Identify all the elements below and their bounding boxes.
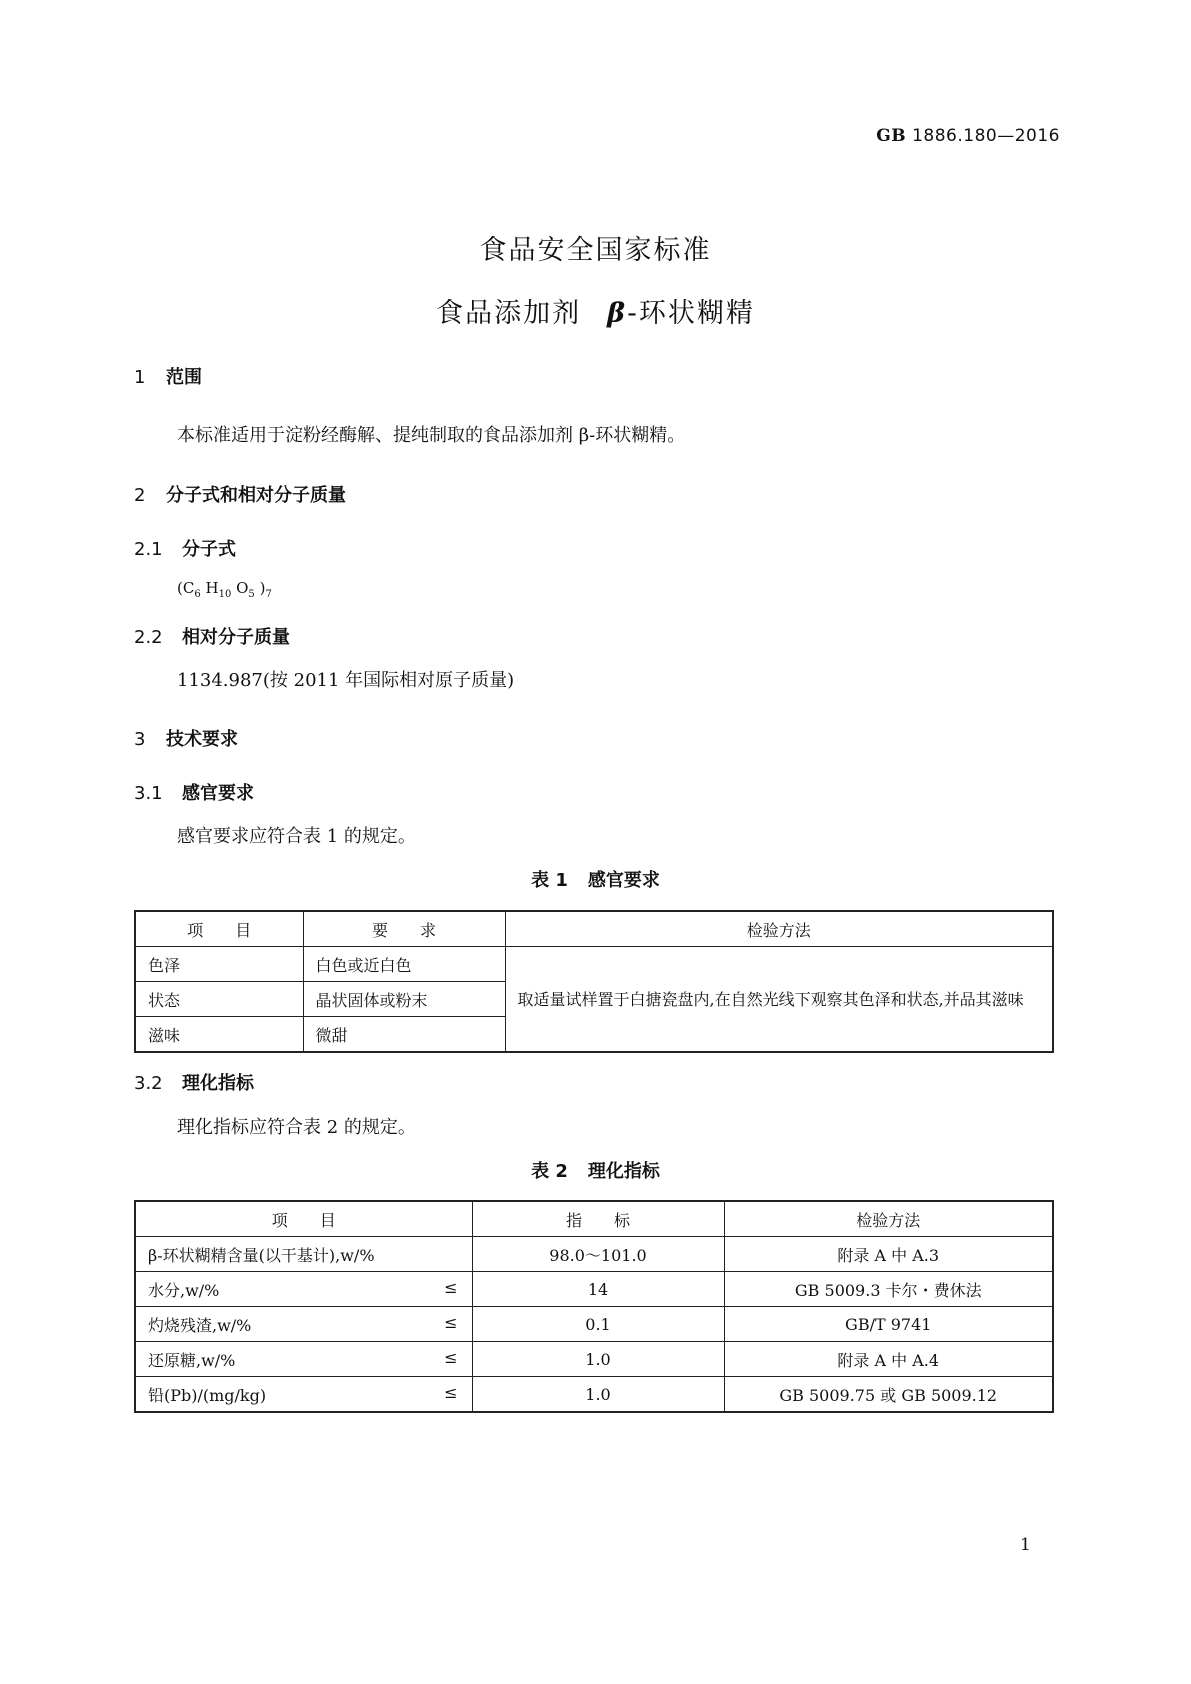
table-cell: 色泽 [135, 947, 303, 982]
table-cell: GB 5009.75 或 GB 5009.12 [724, 1377, 1053, 1413]
table-cell: GB 5009.3 卡尔・费休法 [724, 1272, 1053, 1307]
table-cell: 状态 [135, 982, 303, 1017]
table-cell: 水分,w/% ≤ [135, 1272, 472, 1307]
table-cell: 还原糖,w/% ≤ [135, 1342, 472, 1377]
section-1-body: 本标准适用于淀粉经酶解、提纯制取的食品添加剂 β-环状糊精。 [177, 425, 686, 446]
table-cell: 晶状固体或粉末 [303, 982, 505, 1017]
page-number: 1 [1020, 1535, 1031, 1555]
table-2-caption: 表 2 理化指标 [531, 1161, 660, 1182]
section-3-2-body: 理化指标应符合表 2 的规定。 [177, 1117, 416, 1138]
section-2-heading: 2 分子式和相对分子质量 [134, 485, 346, 506]
table-header-cell: 项 目 [135, 1201, 472, 1237]
table-cell: GB/T 9741 [724, 1307, 1053, 1342]
table-cell: 微甜 [303, 1017, 505, 1053]
table-row [135, 1272, 1053, 1307]
table-1-caption: 表 1 感官要求 [531, 870, 660, 891]
table-header-cell: 检验方法 [724, 1201, 1053, 1237]
table-header-cell: 检验方法 [505, 911, 1053, 947]
table-row [135, 1342, 1053, 1377]
table-cell: 取适量试样置于白搪瓷盘内,在自然光线下观察其色泽和状态,并品其滋味 [505, 947, 1053, 1053]
table-header-cell: 项 目 [135, 911, 303, 947]
table-cell: 滋味 [135, 1017, 303, 1053]
table-cell: β-环状糊精含量(以干基计),w/% [135, 1237, 472, 1272]
table-cell: 1.0 [472, 1377, 724, 1413]
document-title: 食品安全国家标准 [479, 235, 712, 266]
table-cell: 附录 A 中 A.4 [724, 1342, 1053, 1377]
section-3-1-heading: 3.1 感官要求 [134, 783, 254, 804]
table-cell: 附录 A 中 A.3 [724, 1237, 1053, 1272]
table-cell: 铅(Pb)/(mg/kg) ≤ [135, 1377, 472, 1413]
standard-code: GB 1886.180—2016 [876, 126, 1060, 146]
section-1-heading: 1 范围 [134, 367, 202, 388]
document-subtitle: 食品添加剂 β-环状糊精 [436, 298, 755, 329]
table-row [135, 1237, 1053, 1272]
section-2-2-body: 1134.987(按 2011 年国际相对原子质量) [177, 670, 515, 691]
section-3-2-heading: 3.2 理化指标 [134, 1073, 254, 1094]
section-2-2-heading: 2.2 相对分子质量 [134, 627, 290, 648]
table-cell: 98.0～101.0 [472, 1237, 724, 1272]
table-cell: 灼烧残渣,w/% ≤ [135, 1307, 472, 1342]
section-2-1-heading: 2.1 分子式 [134, 539, 236, 560]
table-cell: 白色或近白色 [303, 947, 505, 982]
table-cell: 1.0 [472, 1342, 724, 1377]
table-cell: 0.1 [472, 1307, 724, 1342]
section-3-1-body: 感官要求应符合表 1 的规定。 [177, 826, 416, 847]
table-header-cell: 指 标 [472, 1201, 724, 1237]
table-row [135, 1377, 1053, 1413]
table-1 [134, 910, 1054, 1053]
molecular-formula: ($C_6$ $H_{10}$ $O_5$ )$_7$ [177, 579, 272, 600]
table-header-cell: 要 求 [303, 911, 505, 947]
table-2 [134, 1200, 1054, 1413]
table-row [135, 1307, 1053, 1342]
table-cell: 14 [472, 1272, 724, 1307]
section-3-heading: 3 技术要求 [134, 729, 238, 750]
